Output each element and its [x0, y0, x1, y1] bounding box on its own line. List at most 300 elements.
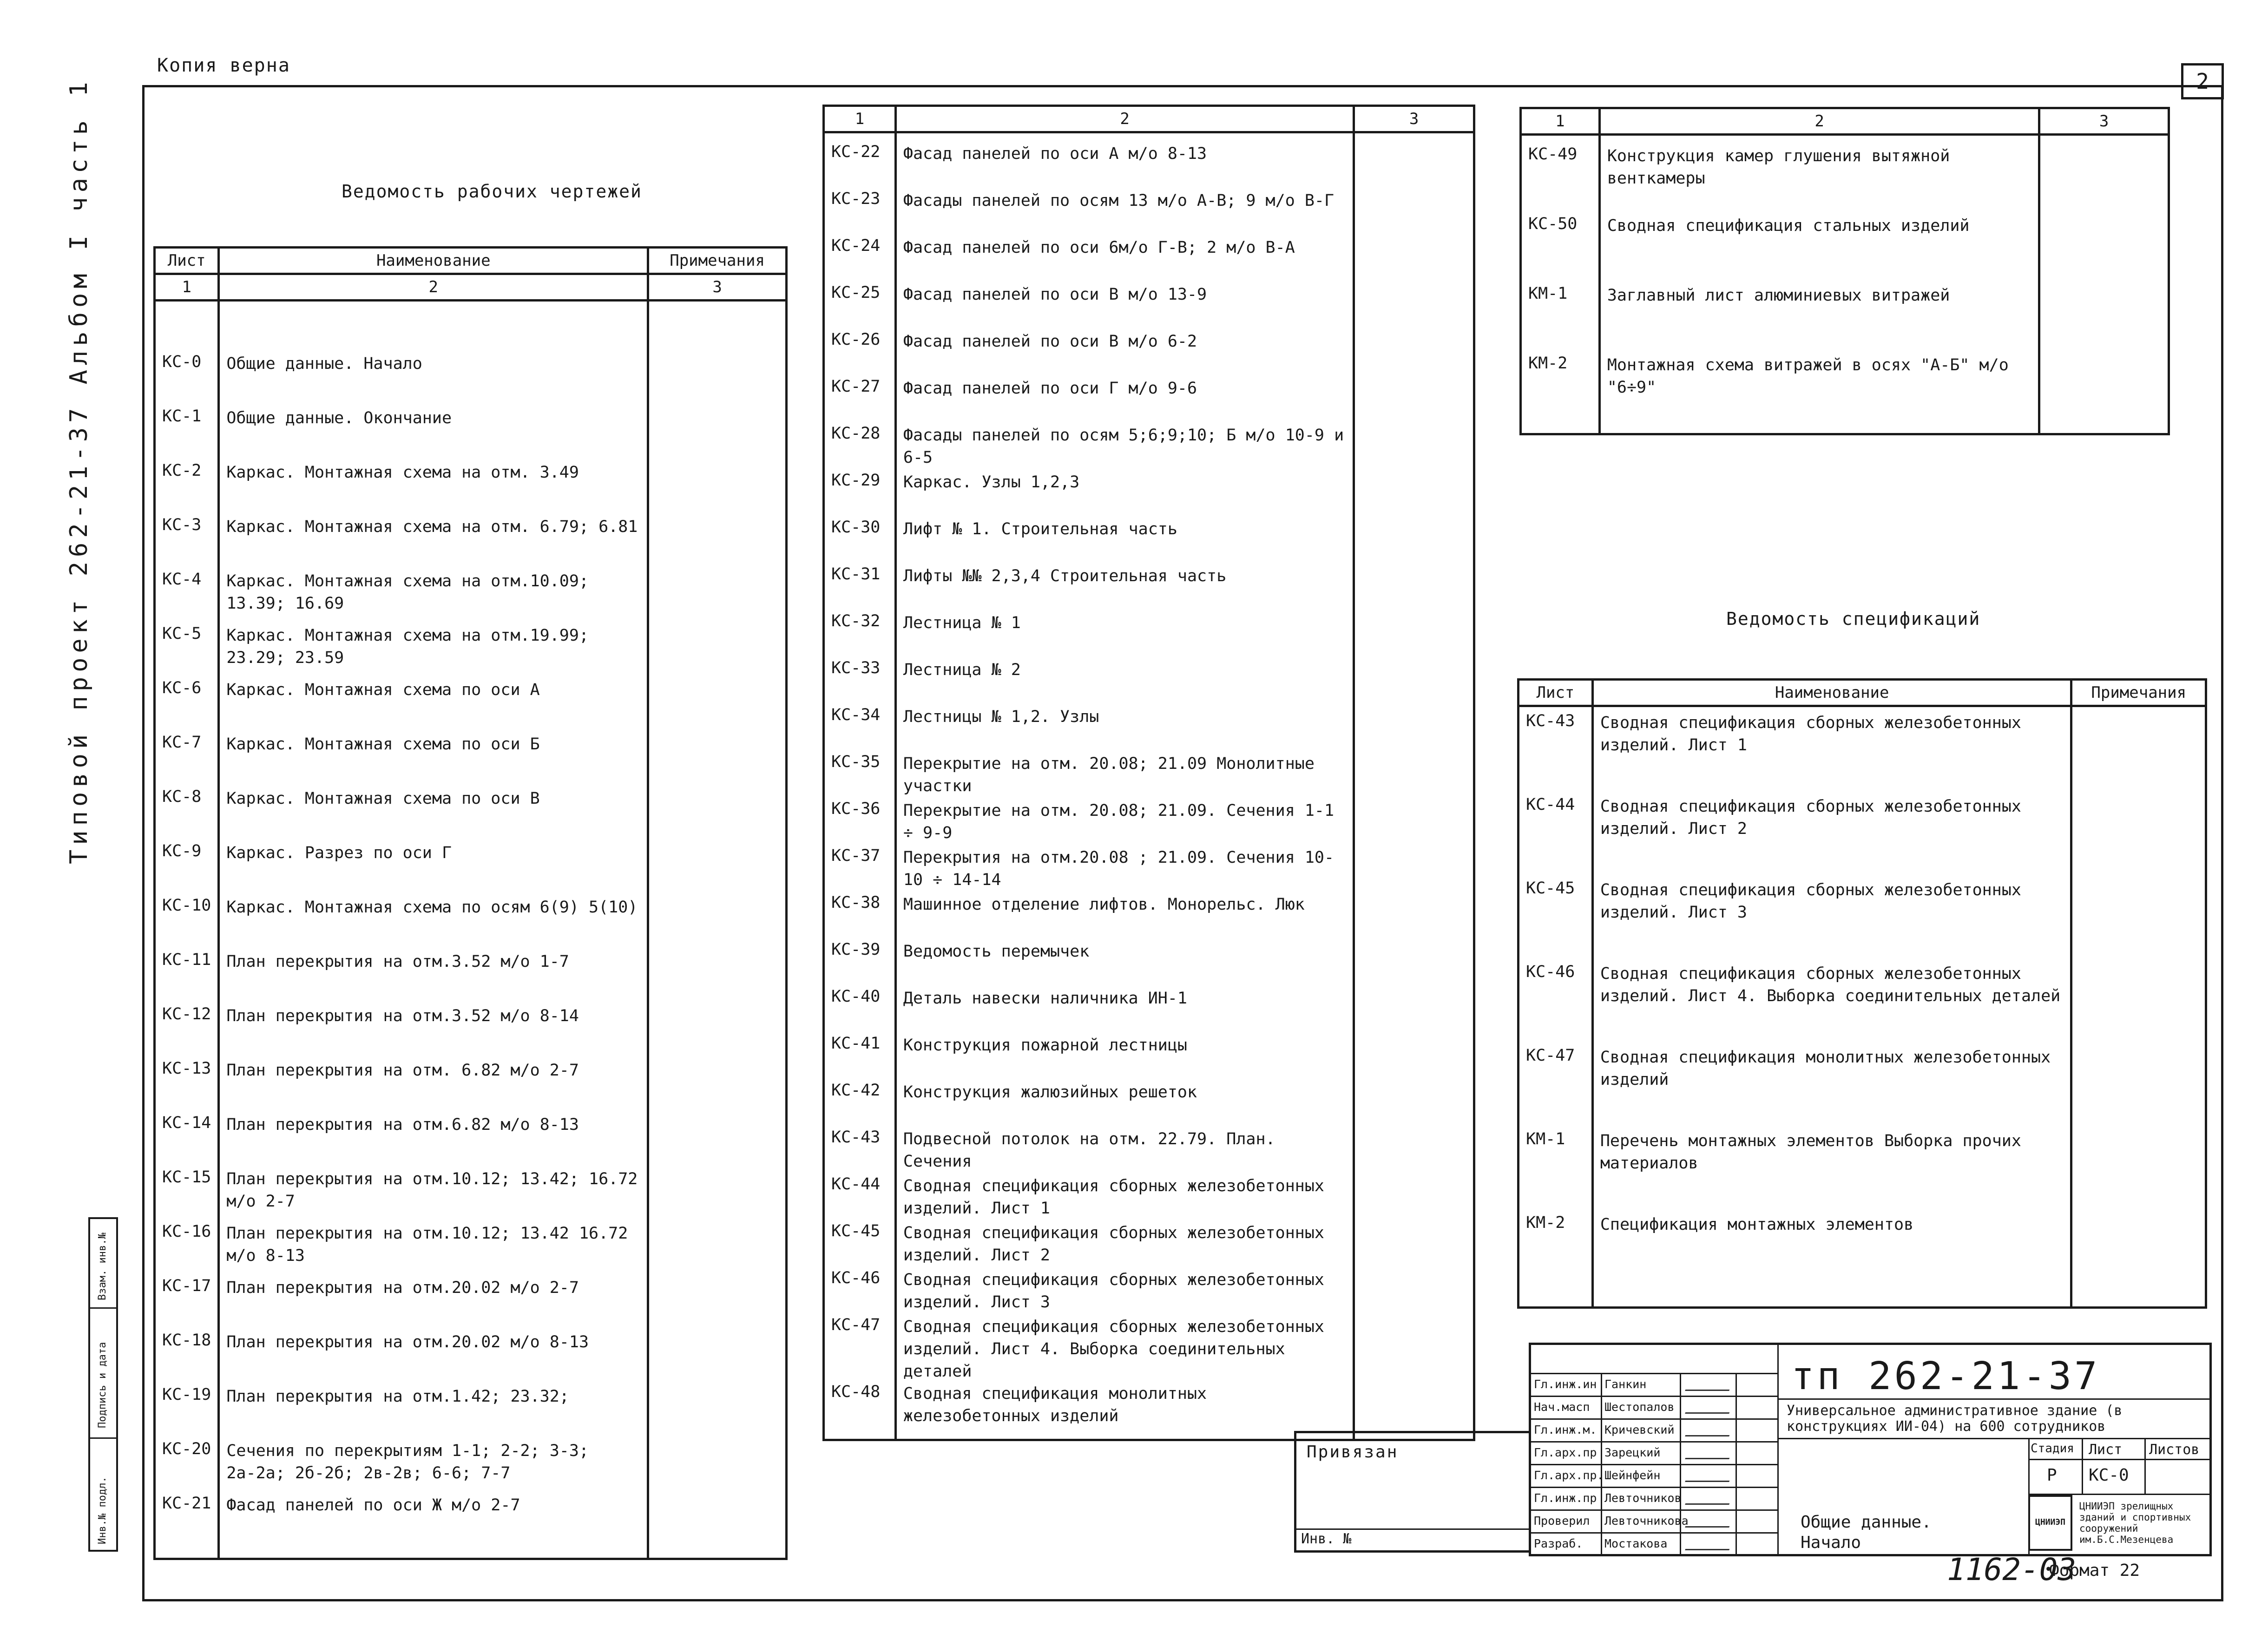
row-name: План перекрытия на отм.6.82 м/о 8-13: [219, 1114, 648, 1168]
row-name: Лифт № 1. Строительная часть: [895, 518, 1354, 565]
sheet-label: Лист: [2089, 1442, 2123, 1458]
stage-label: Стадия: [2031, 1442, 2074, 1456]
table-row: [824, 143, 1474, 190]
row-name: Сводная спецификация монолитных железобетонных изделий: [895, 1383, 1354, 1430]
row-code: КС-38: [824, 893, 896, 940]
col-num-1: 1: [155, 274, 219, 301]
col-num-3: 3: [1354, 106, 1474, 132]
row-code: КС-2: [155, 461, 219, 516]
signature-scribble: [1685, 1427, 1733, 1436]
row-code: КС-3: [155, 516, 219, 570]
col-num-1: 1: [824, 106, 896, 132]
row-code: КС-47: [824, 1316, 896, 1383]
row-note: [648, 516, 787, 570]
row-note: [2071, 1130, 2206, 1213]
row-code: КС-33: [824, 659, 896, 706]
row-note: [1354, 1269, 1474, 1316]
col-notes: Примечания: [648, 248, 787, 274]
signature-name: Кричевский: [1604, 1423, 1675, 1436]
row-name: Сводная спецификация стальных изделий: [1599, 215, 2039, 284]
table-row: [155, 733, 787, 787]
row-code: КС-43: [824, 1128, 896, 1175]
table-row: [824, 424, 1474, 471]
row-code: КС-37: [824, 846, 896, 893]
row-name: Лифты №№ 2,3,4 Строительная часть: [895, 565, 1354, 612]
row-code: КС-28: [824, 424, 896, 471]
table-row: [155, 1168, 787, 1222]
row-code: КС-19: [155, 1385, 219, 1440]
row-code: КС-23: [824, 190, 896, 236]
signature-role: Гл.арх.пр.: [1534, 1469, 1604, 1482]
row-code: КС-45: [1519, 879, 1593, 963]
row-name: План перекрытия на отм.1.42; 23.32;: [219, 1385, 648, 1440]
row-name: Заглавный лист алюминиевых витражей: [1599, 284, 2039, 354]
table-row: [155, 353, 787, 407]
row-code: КС-14: [155, 1114, 219, 1168]
sheet-title: Общие данные. Начало: [1801, 1513, 1932, 1552]
row-note: [2039, 284, 2169, 354]
stage-value: Р: [2047, 1466, 2057, 1485]
row-note: [648, 570, 787, 624]
table-row: [155, 679, 787, 733]
project-title: Универсальное административное здание (в конструкциях ИИ-04) на 600 сотрудников: [1787, 1403, 2123, 1435]
table-row: [824, 1081, 1474, 1128]
table-row: [824, 659, 1474, 706]
inventory-number: 1162-03: [1947, 1552, 2077, 1587]
table-row: [824, 706, 1474, 753]
row-name: Конструкция пожарной лестницы: [895, 1034, 1354, 1081]
row-code: КС-47: [1519, 1046, 1593, 1130]
row-name: Сечения по перекрытиям 1-1; 2-2; 3-3; 2а-2а; 2б-2б; 2в-2в; 6-6; 7-7: [219, 1440, 648, 1494]
row-name: Конструкция жалюзийных решеток: [895, 1081, 1354, 1128]
row-name: Перечень монтажных элементов Выборка прочих материалов: [1592, 1130, 2071, 1213]
row-note: [648, 407, 787, 461]
row-name: Общие данные. Окончание: [219, 407, 648, 461]
row-code: КС-39: [824, 940, 896, 987]
row-note: [1354, 330, 1474, 377]
row-code: КМ-2: [1521, 354, 1600, 424]
col-notes: Примечания: [2071, 680, 2206, 706]
table-row: [155, 407, 787, 461]
row-note: [648, 1059, 787, 1114]
row-note: [2071, 963, 2206, 1046]
row-code: КС-12: [155, 1005, 219, 1059]
row-name: Спецификация монтажных элементов: [1592, 1213, 2071, 1297]
row-note: [1354, 612, 1474, 659]
row-name: Каркас. Монтажная схема на отм. 3.49: [219, 461, 648, 516]
row-name: План перекрытия на отм.10.12; 13.42 16.72 м/о 8-13: [219, 1222, 648, 1277]
drawings-list-title: Ведомость рабочих чертежей: [342, 181, 642, 202]
table-row: [824, 518, 1474, 565]
signature-name: Левточникова: [1604, 1514, 1689, 1528]
col-sheet: Лист: [155, 248, 219, 274]
signature-scribble: [1685, 1518, 1733, 1528]
row-name: План перекрытия на отм. 6.82 м/о 2-7: [219, 1059, 648, 1114]
table-row: [155, 842, 787, 896]
col-num-2: 2: [219, 274, 648, 301]
vstamp-inv: Инв.№ подл.: [97, 1476, 108, 1544]
table-row: [824, 190, 1474, 236]
row-code: КС-21: [155, 1494, 219, 1548]
row-code: КС-42: [824, 1081, 896, 1128]
row-name: Каркас. Узлы 1,2,3: [895, 471, 1354, 518]
row-note: [1354, 846, 1474, 893]
table-row: [824, 283, 1474, 330]
table-row: [1521, 215, 2169, 284]
col-num-1: 1: [1521, 108, 1600, 135]
row-code: КС-26: [824, 330, 896, 377]
row-code: КС-30: [824, 518, 896, 565]
row-note: [648, 1385, 787, 1440]
org-name: ЦНИИЭП зрелищных зданий и спортивных сооружений им.Б.С.Мезенцева: [2079, 1501, 2191, 1545]
table-row: [1519, 879, 2206, 963]
row-note: [1354, 190, 1474, 236]
row-note: [1354, 1222, 1474, 1269]
row-name: Лестница № 2: [895, 659, 1354, 706]
table-row: [824, 1316, 1474, 1383]
row-note: [1354, 1316, 1474, 1383]
row-name: Сводная спецификация сборных железобетонных изделий. Лист 2: [895, 1222, 1354, 1269]
row-code: КС-0: [155, 353, 219, 407]
row-code: КС-8: [155, 787, 219, 842]
row-code: КС-44: [824, 1175, 896, 1222]
row-code: КС-31: [824, 565, 896, 612]
row-note: [1354, 1034, 1474, 1081]
row-code: КС-46: [1519, 963, 1593, 1046]
row-code: КС-36: [824, 800, 896, 846]
row-code: КС-49: [1521, 145, 1600, 215]
signature-scribble: [1685, 1449, 1733, 1459]
row-code: КС-6: [155, 679, 219, 733]
row-code: КС-44: [1519, 795, 1593, 879]
table-row: [155, 624, 787, 679]
row-note: [1354, 236, 1474, 283]
row-name: План перекрытия на отм.10.12; 13.42; 16.72 м/о 2-7: [219, 1168, 648, 1222]
row-code: КС-15: [155, 1168, 219, 1222]
table-row: [155, 1440, 787, 1494]
table-row: [824, 846, 1474, 893]
col-num-3: 3: [2039, 108, 2169, 135]
row-code: КС-32: [824, 612, 896, 659]
row-code: КС-35: [824, 753, 896, 800]
row-name: Фасад панелей по оси А м/о 8-13: [895, 143, 1354, 190]
col-name: Наименование: [219, 248, 648, 274]
row-code: КС-13: [155, 1059, 219, 1114]
row-note: [648, 842, 787, 896]
table-row: [155, 1114, 787, 1168]
row-note: [648, 624, 787, 679]
signature-name: Зарецкий: [1604, 1446, 1661, 1459]
row-code: КС-24: [824, 236, 896, 283]
row-note: [1354, 143, 1474, 190]
vstamp-sign: Подпись и дата: [97, 1342, 108, 1428]
row-note: [2071, 795, 2206, 879]
row-name: Фасады панелей по осям 5;6;9;10; Б м/о 10-9 и 6-5: [895, 424, 1354, 471]
table-row: [155, 1277, 787, 1331]
row-name: Каркас. Монтажная схема по осям 6(9) 5(10): [219, 896, 648, 951]
row-note: [1354, 518, 1474, 565]
signature-scribble: [1685, 1541, 1733, 1550]
table-row: [824, 940, 1474, 987]
row-note: [648, 1277, 787, 1331]
binding-box: [1294, 1431, 1531, 1553]
row-note: [1354, 424, 1474, 471]
table-row: [1519, 1130, 2206, 1213]
specs-list-title: Ведомость спецификаций: [1726, 609, 1981, 629]
signature-scribble: [1685, 1495, 1733, 1505]
col-num-2: 2: [1599, 108, 2039, 135]
table-row: [824, 1175, 1474, 1222]
row-code: КМ-1: [1519, 1130, 1593, 1213]
row-note: [1354, 1128, 1474, 1175]
row-name: Деталь навески наличника ИН-1: [895, 987, 1354, 1034]
signature-name: Левточников: [1604, 1491, 1682, 1505]
row-name: Каркас. Монтажная схема по оси Б: [219, 733, 648, 787]
table-row: [1519, 795, 2206, 879]
row-note: [1354, 987, 1474, 1034]
sheets-label: Листов: [2149, 1442, 2200, 1458]
row-name: Ведомость перемычек: [895, 940, 1354, 987]
row-note: [2039, 145, 2169, 215]
row-name: Перекрытие на отм. 20.08; 21.09. Сечения 1-1 ÷ 9-9: [895, 800, 1354, 846]
table-row: [155, 787, 787, 842]
row-code: КС-9: [155, 842, 219, 896]
row-name: Перекрытия на отм.20.08 ; 21.09. Сечения 10-10 ÷ 14-14: [895, 846, 1354, 893]
table-row: [155, 1331, 787, 1385]
row-name: Сводная спецификация сборных железобетонных изделий. Лист 4. Выборка соединительных деталей: [1592, 963, 2071, 1046]
row-note: [648, 353, 787, 407]
row-note: [1354, 800, 1474, 846]
row-code: КС-10: [155, 896, 219, 951]
row-code: КС-16: [155, 1222, 219, 1277]
table-row: [1519, 712, 2206, 795]
row-name: Фасад панелей по оси В м/о 6-2: [895, 330, 1354, 377]
table-row: [824, 987, 1474, 1034]
row-name: Машинное отделение лифтов. Монорельс. Люк: [895, 893, 1354, 940]
row-note: [648, 896, 787, 951]
table-row: [824, 565, 1474, 612]
row-note: [648, 1440, 787, 1494]
row-name: План перекрытия на отм.3.52 м/о 8-14: [219, 1005, 648, 1059]
row-code: КС-29: [824, 471, 896, 518]
row-name: Фасад панелей по оси Г м/о 9-6: [895, 377, 1354, 424]
signature-name: Шейнфейн: [1604, 1469, 1661, 1482]
row-note: [2039, 354, 2169, 424]
row-code: КС-20: [155, 1440, 219, 1494]
table-row: [824, 1222, 1474, 1269]
row-note: [1354, 283, 1474, 330]
table-row: [824, 236, 1474, 283]
drawings-list-cont2-table: [1519, 107, 2170, 435]
signature-role: Разраб.: [1534, 1537, 1583, 1550]
row-name: Каркас. Монтажная схема на отм.19.99; 23.29; 23.59: [219, 624, 648, 679]
drawings-list-cont-table: [822, 105, 1475, 1441]
row-name: Фасад панелей по оси В м/о 13-9: [895, 283, 1354, 330]
row-name: Лестницы № 1,2. Узлы: [895, 706, 1354, 753]
row-name: Каркас. Монтажная схема на отм.10.09; 13.39; 16.69: [219, 570, 648, 624]
row-code: КС-25: [824, 283, 896, 330]
row-name: План перекрытия на отм.20.02 м/о 8-13: [219, 1331, 648, 1385]
copy-note: Копия верна: [157, 55, 290, 76]
inv-label: Инв. №: [1301, 1531, 1352, 1547]
row-code: КС-27: [824, 377, 896, 424]
signature-scribble: [1685, 1404, 1733, 1414]
signature-name: Шестопалов: [1604, 1400, 1675, 1414]
row-note: [648, 787, 787, 842]
table-row: [155, 951, 787, 1005]
row-note: [648, 951, 787, 1005]
sheet-number: 2: [2181, 63, 2224, 99]
row-code: КС-1: [155, 407, 219, 461]
row-code: КС-7: [155, 733, 219, 787]
row-name: Общие данные. Начало: [219, 353, 648, 407]
vertical-stamp: [88, 1217, 118, 1552]
row-code: КС-22: [824, 143, 896, 190]
drawings-list-table: [153, 246, 788, 1560]
binding-label: Привязан: [1307, 1443, 1399, 1462]
row-name: Каркас. Разрез по оси Г: [219, 842, 648, 896]
row-note: [1354, 1383, 1474, 1430]
vstamp-replace: Взам. инв.№: [97, 1233, 108, 1300]
row-note: [2071, 1046, 2206, 1130]
row-note: [1354, 706, 1474, 753]
row-note: [648, 1494, 787, 1548]
row-note: [1354, 377, 1474, 424]
row-note: [648, 1222, 787, 1277]
row-name: Каркас. Монтажная схема на отм. 6.79; 6.81: [219, 516, 648, 570]
sheet-value: КС-0: [2089, 1466, 2129, 1485]
row-code: КМ-1: [1521, 284, 1600, 354]
table-row: [1519, 1213, 2206, 1297]
row-name: План перекрытия на отм.3.52 м/о 1-7: [219, 951, 648, 1005]
row-name: Подвесной потолок на отм. 22.79. План. Сечения: [895, 1128, 1354, 1175]
row-note: [648, 733, 787, 787]
table-row: [155, 896, 787, 951]
table-row: [155, 516, 787, 570]
row-code: КС-43: [1519, 712, 1593, 795]
row-note: [1354, 893, 1474, 940]
row-name: Сводная спецификация сборных железобетонных изделий. Лист 3: [1592, 879, 2071, 963]
row-code: КС-34: [824, 706, 896, 753]
signature-name: Мостакова: [1604, 1537, 1668, 1550]
row-code: КМ-2: [1519, 1213, 1593, 1297]
signature-role: Нач.масп: [1534, 1400, 1590, 1414]
row-note: [648, 1168, 787, 1222]
table-row: [824, 1269, 1474, 1316]
org-logo: ЦНИИЭП: [2028, 1495, 2072, 1551]
table-row: [1519, 963, 2206, 1046]
row-note: [2071, 1213, 2206, 1297]
signature-role: Гл.инж.м.: [1534, 1423, 1597, 1436]
table-row: [824, 893, 1474, 940]
col-name: Наименование: [1592, 680, 2071, 706]
table-row: [1521, 354, 2169, 424]
table-row: [155, 461, 787, 516]
row-note: [648, 461, 787, 516]
table-row: [155, 1222, 787, 1277]
row-name: Сводная спецификация сборных железобетонных изделий. Лист 1: [895, 1175, 1354, 1222]
format-label: Формат 22: [2049, 1561, 2140, 1580]
signature-scribble: [1685, 1381, 1733, 1391]
row-code: КС-11: [155, 951, 219, 1005]
row-name: Каркас. Монтажная схема по оси А: [219, 679, 648, 733]
row-note: [648, 679, 787, 733]
row-code: КС-41: [824, 1034, 896, 1081]
row-note: [1354, 1081, 1474, 1128]
row-code: КС-4: [155, 570, 219, 624]
table-row: [824, 753, 1474, 800]
row-note: [648, 1005, 787, 1059]
table-row: [155, 1385, 787, 1440]
row-name: Перекрытие на отм. 20.08; 21.09 Монолитные участки: [895, 753, 1354, 800]
row-code: КС-18: [155, 1331, 219, 1385]
table-row: [824, 330, 1474, 377]
row-code: КС-5: [155, 624, 219, 679]
col-num-3: 3: [648, 274, 787, 301]
row-name: Фасад панелей по оси 6м/о Г-В; 2 м/о В-А: [895, 236, 1354, 283]
table-row: [824, 1034, 1474, 1081]
col-num-2: 2: [895, 106, 1354, 132]
table-row: [824, 612, 1474, 659]
row-code: КС-48: [824, 1383, 896, 1430]
row-name: Лестница № 1: [895, 612, 1354, 659]
row-note: [2071, 712, 2206, 795]
row-name: Сводная спецификация сборных железобетонных изделий. Лист 1: [1592, 712, 2071, 795]
side-project-label: Типовой проект 262-21-37 Альбом I часть 1: [65, 77, 93, 864]
signature-scribble: [1685, 1472, 1733, 1482]
row-code: КС-40: [824, 987, 896, 1034]
row-name: Сводная спецификация сборных железобетонных изделий. Лист 4. Выборка соединительных деталей: [895, 1316, 1354, 1383]
col-sheet: Лист: [1519, 680, 1593, 706]
title-block: [1529, 1343, 2212, 1556]
row-name: Фасад панелей по оси Ж м/о 2-7: [219, 1494, 648, 1548]
signature-role: Гл.инж.ин: [1534, 1377, 1597, 1391]
table-row: [824, 377, 1474, 424]
row-note: [1354, 565, 1474, 612]
row-name: Каркас. Монтажная схема по оси В: [219, 787, 648, 842]
table-row: [824, 471, 1474, 518]
row-name: Фасады панелей по осям 13 м/о А-В; 9 м/о В-Г: [895, 190, 1354, 236]
row-note: [1354, 1175, 1474, 1222]
table-row: [155, 1059, 787, 1114]
table-row: [155, 1005, 787, 1059]
table-row: [1519, 1046, 2206, 1130]
table-row: [824, 1383, 1474, 1430]
row-note: [1354, 940, 1474, 987]
row-note: [648, 1114, 787, 1168]
signature-name: Ганкин: [1604, 1377, 1647, 1391]
row-note: [1354, 659, 1474, 706]
row-name: Сводная спецификация сборных железобетонных изделий. Лист 3: [895, 1269, 1354, 1316]
row-note: [1354, 471, 1474, 518]
table-row: [824, 1128, 1474, 1175]
project-code: тп 262-21-37: [1791, 1354, 2100, 1398]
table-row: [155, 570, 787, 624]
row-code: КС-46: [824, 1269, 896, 1316]
table-row: [1521, 145, 2169, 215]
row-name: Сводная спецификация монолитных железобетонных изделий: [1592, 1046, 2071, 1130]
signature-role: Гл.арх.пр: [1534, 1446, 1597, 1459]
table-row: [155, 1494, 787, 1548]
row-name: Сводная спецификация сборных железобетонных изделий. Лист 2: [1592, 795, 2071, 879]
row-name: Конструкция камер глушения вытяжной венткамеры: [1599, 145, 2039, 215]
row-code: КС-45: [824, 1222, 896, 1269]
row-note: [2071, 879, 2206, 963]
signature-role: Проверил: [1534, 1514, 1590, 1528]
row-name: Монтажная схема витражей в осях "А-Б" м/о "6÷9": [1599, 354, 2039, 424]
row-note: [1354, 753, 1474, 800]
row-code: КС-17: [155, 1277, 219, 1331]
